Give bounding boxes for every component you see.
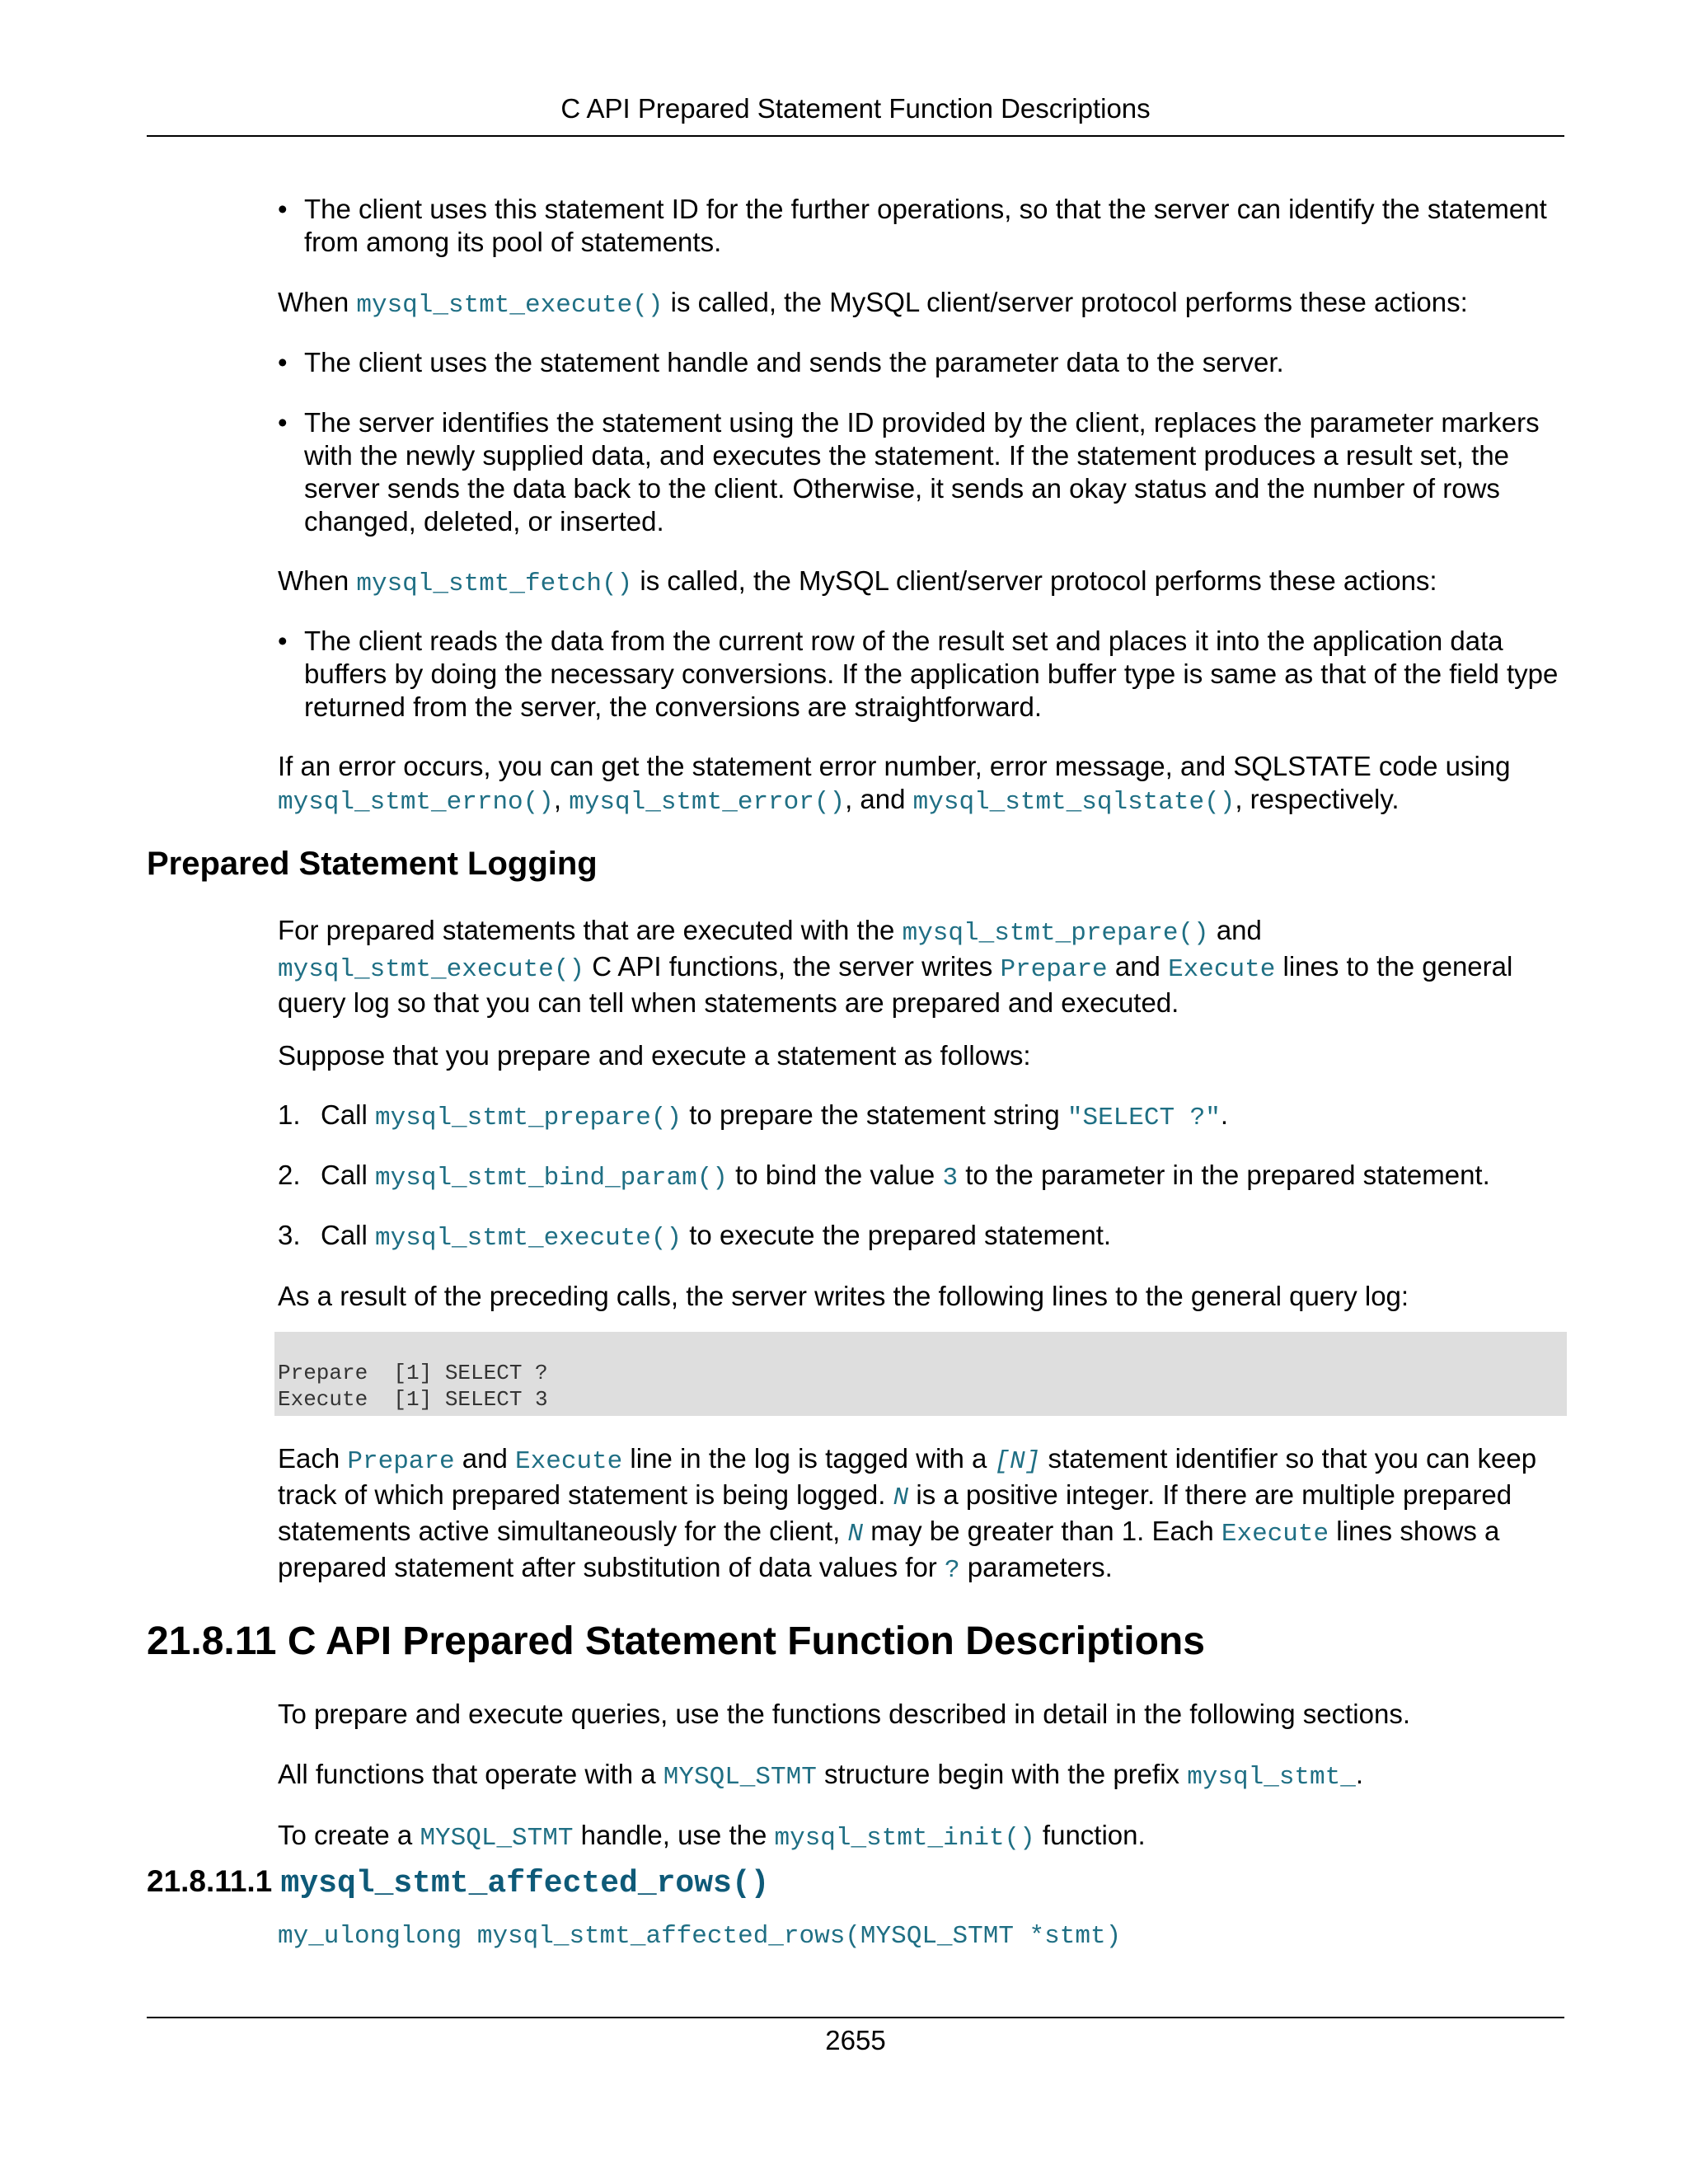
- page-header: C API Prepared Statement Function Descriptions: [560, 93, 1151, 124]
- code-prepare: Prepare: [1000, 955, 1108, 984]
- list-item: [278, 193, 1564, 259]
- code-n: N: [847, 1520, 864, 1549]
- step-number: 1.: [278, 1099, 301, 1130]
- bullet-text: The client uses the statement handle and sends the parameter data to the server.: [304, 347, 1284, 377]
- code-n: N: [893, 1483, 909, 1512]
- bullet-text: The server identifies the statement using the ID provided by the client, replaces the parameter markers with the newly supplied data, and executes the statement. If the statement produces a result set, the server sends the data back to the client. Otherwise, it sends an okay status and the number of rows changed, deleted, or inserted.: [304, 407, 1540, 537]
- log-line: Prepare [1] SELECT ?: [278, 1361, 548, 1385]
- code-link-mysql-stmt-execute[interactable]: mysql_stmt_execute(): [278, 955, 585, 984]
- log-line: Execute [1] SELECT 3: [278, 1387, 548, 1412]
- code-link-mysql-stmt-sqlstate[interactable]: mysql_stmt_sqlstate(): [912, 788, 1236, 817]
- section-paragraph-1: To prepare and execute queries, use the functions described in detail in the following sections.: [278, 1699, 1411, 1729]
- code-link-mysql-stmt-struct[interactable]: MYSQL_STMT: [663, 1763, 817, 1792]
- footer-rule: [147, 2017, 1564, 2018]
- logging-paragraph-2: Suppose that you prepare and execute a statement as follows:: [278, 1040, 1031, 1071]
- code-execute: Execute: [1168, 955, 1276, 984]
- page-number: 2655: [825, 2025, 886, 2055]
- list-item: [278, 406, 1564, 538]
- list-item: [278, 346, 1564, 379]
- logging-paragraph-3: As a result of the preceding calls, the server writes the following lines to the general query log:: [278, 1281, 1409, 1311]
- code-value: 3: [942, 1164, 959, 1193]
- bullet-text: The client reads the data from the current row of the result set and places it into the application data buffers by doing the necessary conversions. If the application buffer type is same as that of the field type returned from the server, the conversions are straightforward.: [304, 626, 1559, 722]
- bullet-dot: •: [278, 194, 288, 224]
- function-signature: my_ulonglong mysql_stmt_affected_rows(MYSQL_STMT *stmt): [278, 1922, 1122, 1951]
- subsection-function-name: mysql_stmt_affected_rows(): [280, 1866, 770, 1901]
- bullet-dot: •: [278, 347, 288, 377]
- code-link-mysql-stmt-execute[interactable]: mysql_stmt_execute(): [356, 291, 663, 320]
- subsection-heading: [147, 1863, 769, 1903]
- section-paragraph-2: All functions that operate with a MYSQL_STMT structure begin with the prefix mysql_stmt_.: [278, 1759, 1364, 1792]
- logging-paragraph-1: For prepared statements that are executed with the mysql_stmt_prepare() and mysql_stmt_execute() C API functions, the server writes Prepare and Execute lines to the general query log so that you can tell when statements are prepared and executed.: [278, 915, 1513, 1018]
- code-prefix: mysql_stmt_: [1187, 1763, 1356, 1792]
- subsection-number: 21.8.11.1: [147, 1864, 281, 1898]
- section-paragraph-3: To create a MYSQL_STMT handle, use the mysql_stmt_init() function.: [278, 1820, 1146, 1853]
- bullet-dot: •: [278, 407, 288, 438]
- code-execute: Execute: [1221, 1520, 1329, 1549]
- list-item: 2. Call mysql_stmt_bind_param() to bind the value 3 to the parameter in the prepared statement.: [278, 1160, 1490, 1193]
- list-item: 1. Call mysql_stmt_prepare() to prepare the statement string "SELECT ?".: [278, 1099, 1229, 1132]
- code-prepare: Prepare: [347, 1447, 455, 1476]
- code-link-mysql-stmt-error[interactable]: mysql_stmt_error(): [569, 788, 846, 817]
- code-link-mysql-stmt-prepare[interactable]: mysql_stmt_prepare(): [375, 1104, 682, 1132]
- step-number: 2.: [278, 1160, 301, 1190]
- code-question-mark: ?: [944, 1556, 960, 1585]
- code-link-mysql-stmt-prepare[interactable]: mysql_stmt_prepare(): [902, 919, 1209, 948]
- code-n-identifier: [N]: [994, 1447, 1041, 1476]
- logging-heading: Prepared Statement Logging: [147, 846, 598, 882]
- code-execute: Execute: [515, 1447, 623, 1476]
- fetch-intro: When mysql_stmt_fetch() is called, the MySQL client/server protocol performs these actions:: [278, 565, 1437, 598]
- code-link-mysql-stmt-fetch[interactable]: mysql_stmt_fetch(): [356, 569, 633, 598]
- query-log-example: [274, 1332, 1567, 1416]
- code-link-mysql-stmt-bind-param[interactable]: mysql_stmt_bind_param(): [375, 1164, 728, 1193]
- header-rule: [147, 135, 1564, 137]
- bullet-text: The client uses this statement ID for the further operations, so that the server can identify the statement from among its pool of statements.: [304, 194, 1547, 257]
- step-number: 3.: [278, 1220, 301, 1250]
- execute-intro: When mysql_stmt_execute() is called, the MySQL client/server protocol performs these actions:: [278, 287, 1468, 320]
- code-link-mysql-stmt-struct[interactable]: MYSQL_STMT: [420, 1824, 574, 1853]
- list-item: [278, 625, 1564, 724]
- section-heading: 21.8.11 C API Prepared Statement Function Descriptions: [147, 1619, 1205, 1663]
- code-link-mysql-stmt-errno[interactable]: mysql_stmt_errno(): [278, 788, 554, 817]
- bullet-dot: •: [278, 626, 288, 656]
- error-paragraph: If an error occurs, you can get the statement error number, error message, and SQLSTATE code using mysql_stmt_errno(), mysql_stmt_error(), and mysql_stmt_sqlstate(), respectively.: [278, 751, 1511, 817]
- logging-paragraph-4: Each Prepare and Execute line in the log is tagged with a [N] statement identifier so that you can keep track of which prepared statement is being logged. N is a positive integer. If there are multiple prepared statements active simultaneously for the client, N may be greater than 1. Each Execute lines shows a prepared statement after substitution of data values for ? parameters.: [278, 1443, 1537, 1585]
- code-select-string: "SELECT ?": [1067, 1104, 1221, 1132]
- code-link-mysql-stmt-execute[interactable]: mysql_stmt_execute(): [375, 1224, 682, 1253]
- list-item: 3. Call mysql_stmt_execute() to execute the prepared statement.: [278, 1220, 1112, 1253]
- code-link-mysql-stmt-init[interactable]: mysql_stmt_init(): [774, 1824, 1035, 1853]
